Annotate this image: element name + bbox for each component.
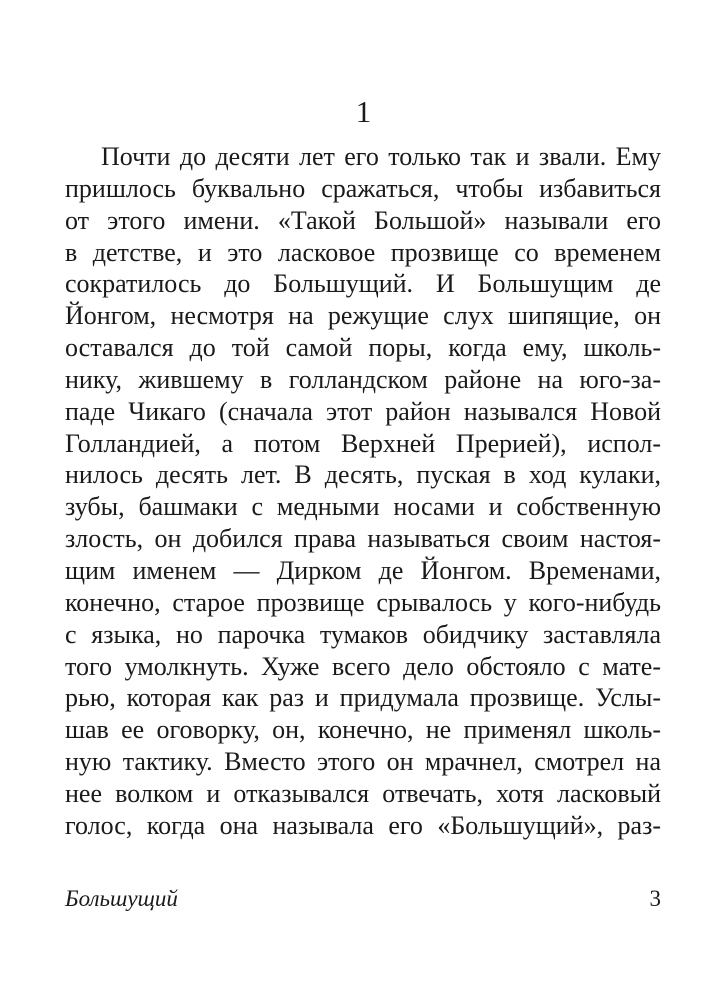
page-number: 3 — [649, 886, 661, 911]
text-line: пришлось буквально сражаться, чтобы избавиться — [65, 173, 661, 203]
text-line: того умолкнуть. Хуже всего дело обстояло с мате- — [65, 651, 661, 681]
text-line: Голландией, а потом Верхней Прерией), испол- — [65, 428, 661, 458]
running-footer-title: Большущий — [65, 886, 178, 911]
chapter-number: 1 — [355, 94, 372, 129]
text-line: Йонгом, несмотря на режущие слух шипящие, он — [65, 301, 661, 331]
text-line: рью, которая как раз и придумала прозвище. Услы- — [65, 683, 661, 713]
text-line: в детстве, и это ласковое прозвище со временем — [65, 237, 661, 267]
text-line: зубы, башмаки с медными носами и собственную — [65, 492, 661, 522]
text-line: злость, он добился права называться своим настоя- — [65, 524, 661, 554]
text-line: конечно, старое прозвище срывалось у кого-нибудь — [65, 587, 661, 617]
text-line: с языка, но парочка тумаков обидчику заставляла — [65, 619, 661, 649]
text-line: нилось десять лет. В десять, пуская в ход кулаки, — [65, 460, 661, 490]
text-line: ную тактику. Вместо этого он мрачнел, смотрел на — [65, 747, 661, 777]
text-line: оставался до той самой поры, когда ему, школь- — [65, 333, 661, 363]
text-line: нику, жившему в голландском районе на юго-за- — [65, 364, 661, 394]
text-line: Почти до десяти лет его только так и звали. Ему — [101, 142, 661, 171]
text-line: шав ее оговорку, он, конечно, не применял школь- — [65, 715, 661, 745]
text-line: голос, когда она называла его «Большущий», раз- — [65, 810, 661, 840]
chapter-body-text — [65, 141, 661, 842]
text-line: от этого имени. «Такой Большой» называли его — [65, 205, 661, 235]
text-line: нее волком и отказывался отвечать, хотя ласковый — [65, 778, 661, 808]
text-line: паде Чикаго (сначала этот район назывался Новой — [65, 396, 661, 426]
text-line: сократилось до Большущий. И Большущим де — [65, 269, 661, 299]
text-line: щим именем — Дирком де Йонгом. Временами, — [65, 555, 661, 585]
